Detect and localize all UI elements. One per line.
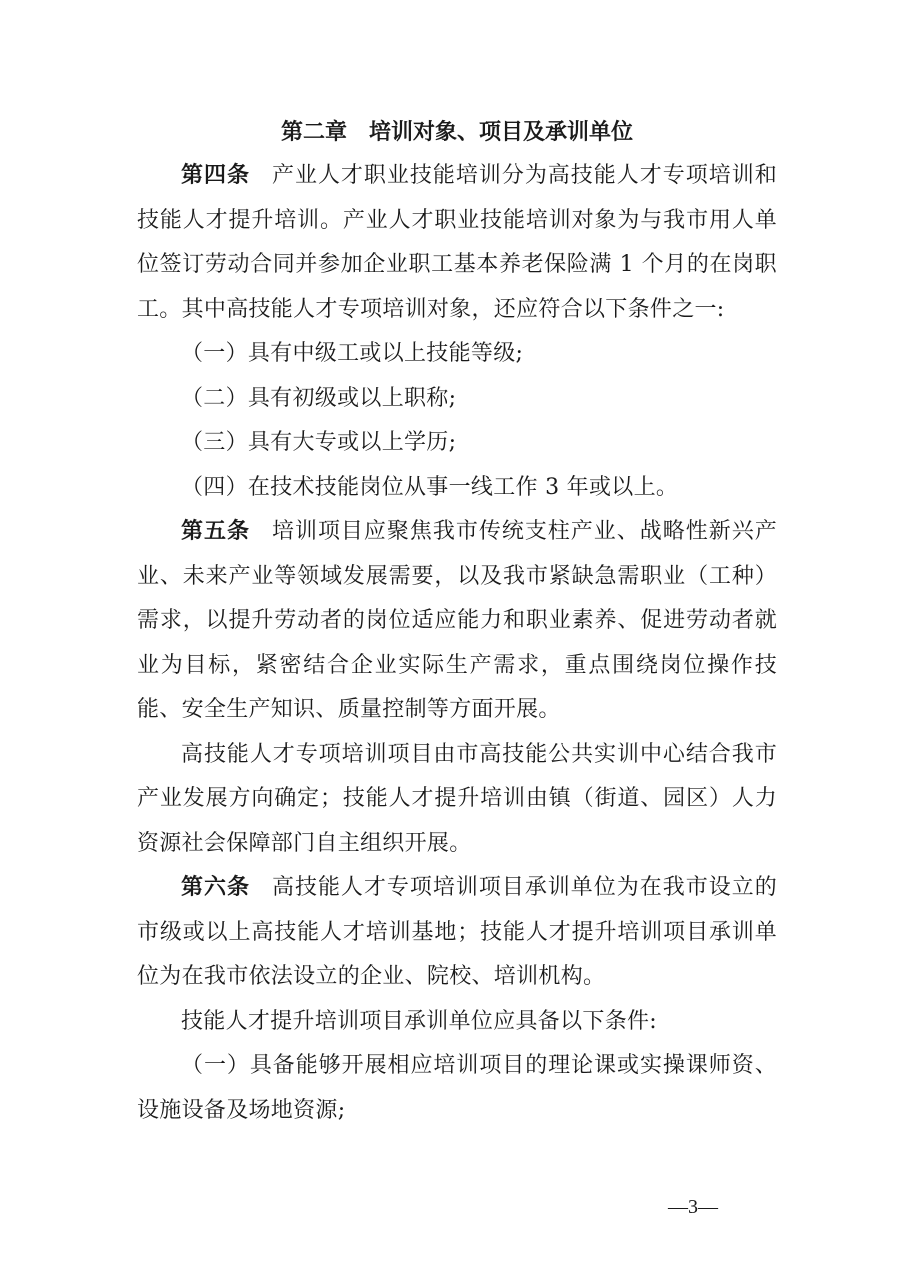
article-6-paragraph [137, 866, 777, 1000]
article-5-text: 培训项目应聚焦我市传统支柱产业、战略性新兴产业、未来产业等领域发展需要，以及我市紧缺急需职业（工种）需求，以提升劳动者的岗位适应能力和职业素养、促进劳动者就业为目标，紧密结合企业实际生产需求，重点围绕岗位操作技能、安全生产知识、质量控制等方面开展。 [137, 519, 777, 722]
article-5-paragraph [137, 510, 777, 733]
article-4-label: 第四条 [181, 163, 250, 188]
article-4-item-3: （三）具有大专或以上学历; [181, 430, 457, 455]
article-4-item-2: （二）具有初级或以上职称; [181, 385, 457, 411]
article-6-label: 第六条 [181, 875, 250, 900]
article-6-item-1: （一）具备能够开展相应培训项目的理论课或实操课师资、设施设备及场地资源; [137, 1053, 777, 1123]
page-number: —3— [668, 1196, 718, 1218]
article-4-paragraph [137, 154, 777, 332]
document-page [137, 112, 777, 1133]
article-6-text: 高技能人才专项培训项目承训单位为在我市设立的市级或以上高技能人才培训基地；技能人才提升培训项目承训单位为在我市依法设立的企业、院校、培训机构。 [137, 875, 777, 989]
article-5-label: 第五条 [181, 519, 250, 544]
article-4-item-1: （一）具有中级工或以上技能等级; [181, 341, 524, 366]
chapter-title: 第二章 培训对象、项目及承训单位 [280, 120, 633, 145]
article-6-paragraph-2: 技能人才提升培训项目承训单位应具备以下条件: [181, 1008, 658, 1034]
article-4-text: 产业人才职业技能培训分为高技能人才专项培训和技能人才提升培训。产业人才职业技能培训对象为与我市用人单位签订劳动合同并参加企业职工基本养老保险满 1 个月的在岗职工。其中高技能人才专项培训对象，还应符合以下条件之一: [137, 163, 777, 322]
article-4-item-4: （四）在技术技能岗位从事一线工作 3 年或以上。 [181, 474, 679, 500]
article-5-paragraph-2: 高技能人才专项培训项目由市高技能公共实训中心结合我市产业发展方向确定；技能人才提升培训由镇（街道、园区）人力资源社会保障部门自主组织开展。 [137, 741, 777, 856]
